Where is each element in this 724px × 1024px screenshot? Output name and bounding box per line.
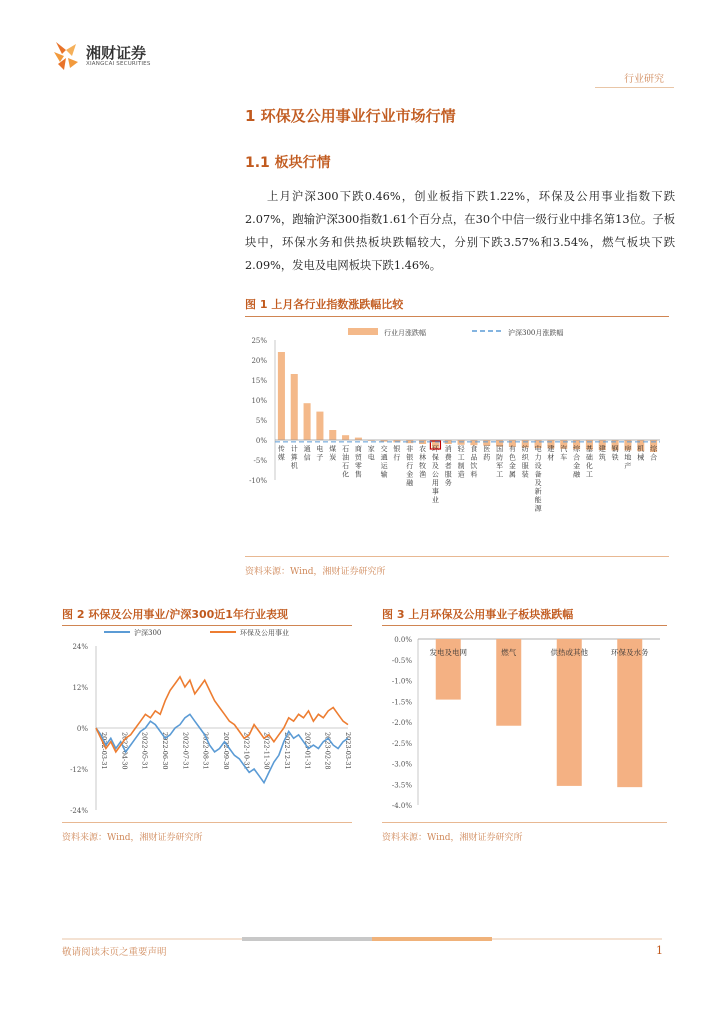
y-tick-label: 25% [251,337,267,345]
category-label: 机械 [637,445,645,462]
y-tick-label: -12% [70,766,88,774]
x-tick-label: 2023-01-31 [303,732,312,770]
category-label: 消费者服务 [444,445,452,487]
bar [557,639,582,786]
x-tick-label: 2022-08-31 [201,732,210,770]
y-tick-label: -24% [70,807,88,815]
xiangcai-logo-icon [52,40,80,72]
category-label: 轻工制造 [457,445,465,479]
figure2-source: 资料来源：Wind，湘财证券研究所 [62,833,203,843]
section-title: 1 环保及公用事业行业市场行情 [245,107,456,125]
y-tick-label: -2.0% [391,719,412,727]
category-label: 房地产 [624,445,632,470]
footer-disclaimer: 敬请阅读末页之重要声明 [62,947,167,958]
y-tick-label: 20% [251,357,267,365]
x-tick-label: 2022-06-30 [161,732,169,770]
x-tick-label: 2023-03-31 [344,732,352,770]
y-tick-label: -5% [253,457,267,465]
y-tick-label: 10% [251,397,267,405]
brand-logo [52,40,151,72]
y-tick-label: -0.5% [391,656,412,665]
y-tick-label: -1.0% [391,677,412,686]
summary-paragraph [245,185,675,277]
category-label: 纺织服装 [521,445,529,479]
y-tick-label: -2.5% [391,739,412,748]
figure2-bottom-rule [62,822,352,823]
category-label: 通信 [303,445,311,462]
subsector-returns-chart [380,626,670,822]
category-label: 环保及公用事业 [431,445,439,504]
figure1-top-rule [245,316,669,317]
footer-rule [62,937,662,941]
brand-name-cn: 湘财证券 [86,44,147,62]
category-label: 建材 [547,445,555,462]
x-tick-label: 2022-07-31 [181,732,190,770]
x-tick-label: 2023-02-28 [323,732,332,770]
header-divider [595,87,674,88]
legend-label-hs300: 沪深300月涨跌幅 [508,329,564,337]
y-tick-label: -4.0% [391,802,412,810]
figure1-title: 图 1 上月各行业指数涨跌幅比较 [245,298,404,311]
y-tick-label: 5% [255,417,267,425]
category-label: 食品饮料 [470,445,478,479]
figure3-title: 图 3 上月环保及公用事业子板块涨跌幅 [382,608,574,621]
category-label: 国防军工 [496,445,504,479]
y-tick-label: -1.5% [391,698,412,707]
y-tick-label: 24% [72,643,88,651]
bar [291,374,298,440]
category-label: 石油石化 [342,445,350,479]
category-label: 煤炭 [329,445,337,462]
figure3-source: 资料来源：Wind，湘财证券研究所 [382,833,523,843]
x-tick-label: 2022-10-31 [242,732,251,770]
category-label: 发电及电网 [429,648,467,657]
category-label: 传媒 [277,445,285,462]
y-tick-label: -10% [249,477,267,485]
figure1-source: 资料来源：Wind，湘财证券研究所 [245,567,386,577]
bar [342,435,349,440]
industry-returns-chart [240,320,672,552]
figure2-title: 图 2 环保及公用事业/沪深300近1年行业表现 [62,608,288,621]
y-tick-label: 0.0% [394,636,412,644]
category-label: 有色金属 [508,445,516,479]
section-label: 行业研究 [624,74,664,85]
category-label: 基础化工 [585,445,593,479]
figure1-bottom-rule [245,556,669,557]
bar [278,352,285,440]
category-label: 银行 [393,445,401,462]
x-tick-label: 2022-04-30 [120,732,129,770]
category-label: 交通运输 [380,445,388,479]
category-label: 汽车 [560,445,568,462]
brand-name-en: XIANGCAI SECURITIES [86,61,151,67]
category-label: 燃气 [501,648,517,657]
legend-label: 环保及公用事业 [240,629,289,637]
x-tick-label: 2022-09-30 [222,732,230,770]
category-label: 医药 [483,445,491,462]
y-tick-label: 0% [76,725,88,733]
y-tick-label: 12% [72,684,88,692]
relative-performance-chart [60,626,354,822]
category-label: 农林牧渔 [419,445,427,479]
figure3-bottom-rule [382,822,667,823]
category-label: 计算机 [290,445,298,470]
y-tick-label: 15% [251,377,267,385]
category-label: 供热或其他 [550,648,588,657]
x-tick-label: 2022-12-31 [283,732,291,770]
y-tick-label: -3.0% [391,760,412,769]
category-label: 建筑 [598,445,606,462]
bar [304,403,311,440]
category-label: 电力设备及新能源 [534,445,542,513]
bar [329,430,336,440]
category-label: 非银行金融 [406,445,414,487]
subsection-title: 1.1 板块行情 [245,155,331,171]
legend-label: 沪深300 [134,629,162,637]
bar [316,412,323,440]
category-label: 钢铁 [611,445,619,462]
legend-swatch-industry [348,328,378,335]
page-number: 1 [656,944,663,957]
category-label: 环保及水务 [611,648,649,657]
x-tick-label: 2022-05-31 [140,732,149,770]
y-tick-label: -3.5% [391,781,412,790]
x-tick-label: 2022-11-30 [262,732,271,770]
summary-text: 上月沪深300下跌0.46%，创业板指下跌1.22%，环保及公用事业指数下跌2.07%，跑输沪深300指数1.61个百分点，在30个中信一级行业中排名第13位。子板块中，环保水务和供热板块跌幅较大，分别下跌3.57%和3.54%，燃气板块下跌2.09%，发电及电网板块下跌1.46%。 [245,190,675,272]
y-tick-label: 0% [255,437,267,445]
category-label: 综合 [650,445,658,462]
category-label: 电子 [316,445,324,462]
category-label: 家电 [367,445,375,462]
legend-label-industry: 行业月涨跌幅 [384,329,426,337]
category-label: 综合金融 [573,445,581,479]
bar [617,639,642,787]
x-tick-label: 2022-03-31 [100,732,108,770]
category-label: 商贸零售 [354,445,362,479]
